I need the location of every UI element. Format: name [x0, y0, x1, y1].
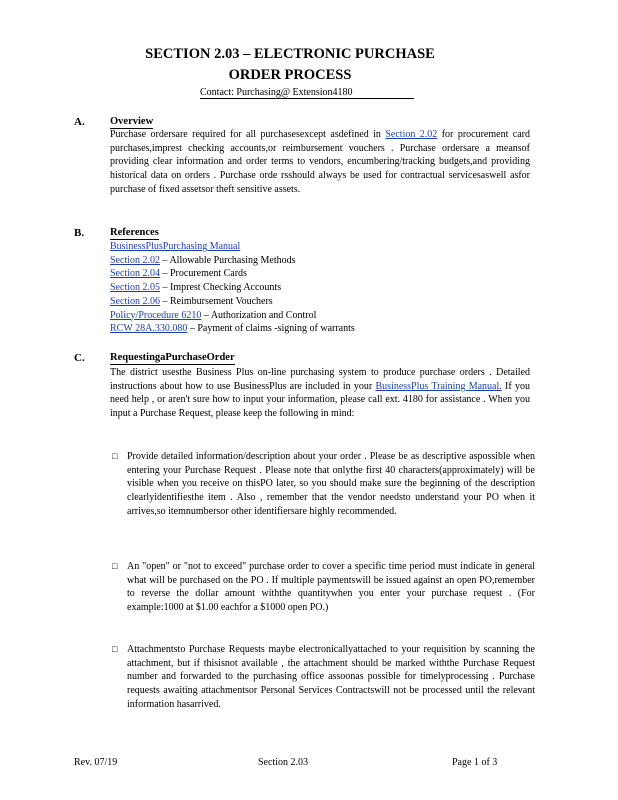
- section-c-text-1: The district usesthe Business Plus on-line purchasing system to produce purchase orders . Detailed instructions about how to use BusinessPlus are included in your: [110, 367, 530, 392]
- reference-item: [110, 281, 530, 295]
- bullet-item-description: Provide detailed information/description about your order . Please be as descriptive aspossible when entering your Purchase Request . Please note that onlythe first 40 characters(approximately) will be visible when you receive on thisPO later, so you should make sure the beginning of the description clearlyidentifiesthe item . Also , remember that the vendor needsto understand your PO when it arrives,so itemnumbersor other identifiersare highly recommended.: [127, 451, 535, 517]
- section-a-text-2: for procurement card purchases,imprest checking accounts,or reimbursement vouchers . Purchase ordersare a meansof providing clear information and order terms to vendors, encumbering/tracking budgets,and providing historical data on orders . Purchase orde rsshould always be used for contractual servicesaswell asfor purchase of fixed assetsor theft sensitive assets.: [110, 129, 530, 195]
- references-list: [110, 240, 530, 336]
- section-2-02-link[interactable]: Section 2.02: [385, 129, 438, 140]
- footer-revision: Rev. 07/19: [74, 757, 118, 768]
- section-c-letter: C.: [74, 352, 85, 364]
- section-c-intro: [110, 366, 530, 421]
- reference-item: [110, 322, 530, 336]
- checkbox-bullet-icon: □: [112, 561, 118, 571]
- document-title-line1: SECTION 2.03 – ELECTRONIC PURCHASE: [145, 46, 435, 62]
- bullet-item-attachments: Attachmentsto Purchase Requests maybe electronicallyattached to your requisition by scanning the attachment, but if thisisnot available , the attachment should be marked withthe Purchase Request number and forwarded to the purchasing office assoonas possible for timelyprocessing . Purchase requests awaiting attachmentsor Personal Services Contractswill not be processed until the relevant information hasarrived.: [127, 644, 535, 710]
- section-b-letter: B.: [74, 227, 85, 239]
- reference-link[interactable]: Section 2.04: [110, 268, 160, 280]
- reference-text: – Payment of claims -signing of warrants: [187, 323, 355, 335]
- reference-item: [110, 295, 530, 309]
- reference-text: – Allowable Purchasing Methods: [160, 254, 296, 266]
- training-manual-link[interactable]: BusinessPlus Training Manual.: [375, 380, 502, 392]
- reference-link[interactable]: Section 2.02: [110, 254, 160, 266]
- reference-item: [110, 254, 530, 268]
- reference-item: [110, 240, 530, 254]
- reference-item: [110, 267, 530, 281]
- reference-link[interactable]: Section 2.05: [110, 282, 160, 294]
- reference-link[interactable]: RCW 28A.330.080: [110, 323, 188, 335]
- reference-link[interactable]: BusinessPlusPurchasing Manual: [110, 241, 241, 252]
- reference-link[interactable]: Section 2.06: [110, 295, 160, 307]
- section-a-paragraph: [110, 128, 530, 197]
- checkbox-bullet-icon: □: [112, 451, 118, 461]
- reference-text: – Imprest Checking Accounts: [160, 282, 282, 294]
- section-c-text-2: If you need help , or aren't sure how to input your information, please call ext. 4180 for assistance . When you input a Purchase Request, please keep the following in mind:: [110, 380, 530, 420]
- reference-link[interactable]: Policy/Procedure 6210: [110, 309, 202, 321]
- section-b-heading: References: [110, 227, 159, 238]
- contact-line: Contact: Purchasing@ Extension4180: [200, 87, 414, 99]
- reference-item: [110, 309, 530, 323]
- document-title-line2: ORDER PROCESS: [228, 67, 352, 83]
- footer-section: Section 2.03: [258, 757, 308, 768]
- section-a-text-1: Purchase ordersare required for all purchasesexcept asdefined in: [110, 129, 386, 140]
- section-c-heading: RequestingaPurchaseOrder: [110, 352, 235, 363]
- checkbox-bullet-icon: □: [112, 644, 118, 654]
- footer-page-number: Page 1 of 3: [452, 757, 498, 768]
- reference-text: – Procurement Cards: [160, 268, 247, 280]
- reference-text: – Authorization and Control: [201, 309, 317, 321]
- section-a-heading: Overview: [110, 116, 154, 127]
- bullet-item-open-po: An "open" or "not to exceed" purchase order to cover a specific time period must indicate in general what will be purchased on the PO . If multiple paymentswill be issued against an open PO,remember to reverse the dollar amount withthe quantitywhen you enter your purchase request . (For example:1000 at $1.00 eachfor a $1000 open PO.): [127, 561, 535, 614]
- section-a-letter: A.: [74, 116, 85, 128]
- reference-text: – Reimbursement Vouchers: [160, 295, 273, 307]
